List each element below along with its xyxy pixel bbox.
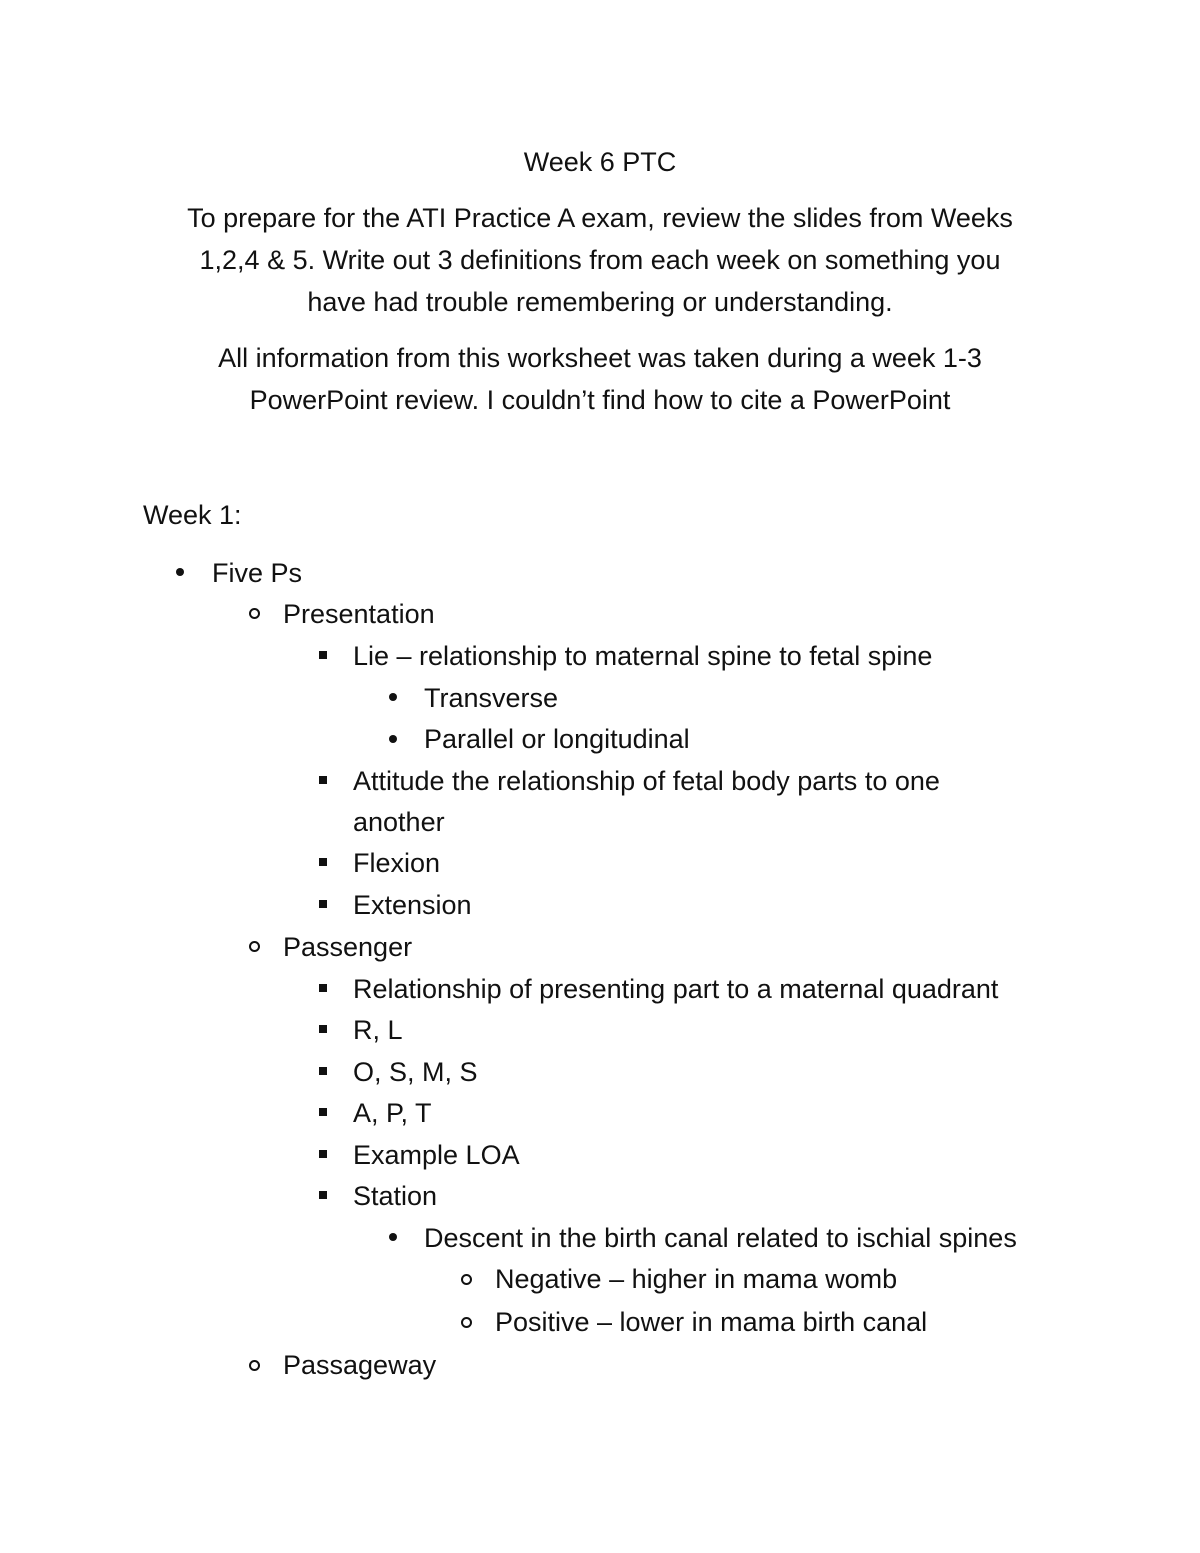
outline-attitude-line-2: another <box>353 807 445 837</box>
bullet-square-icon <box>319 858 327 866</box>
outline-lie: Lie – relationship to maternal spine to fetal spine <box>353 641 933 671</box>
bullet-square-icon <box>319 651 327 659</box>
week-heading: Week 1: <box>143 500 242 530</box>
bullet-dot-icon <box>389 735 397 743</box>
bullet-circle-icon <box>461 1317 472 1328</box>
outline-relationship: Relationship of presenting part to a maternal quadrant <box>353 974 999 1004</box>
instructions-line-1: To prepare for the ATI Practice A exam, review the slides from Weeks <box>187 203 1013 233</box>
bullet-square-icon <box>319 984 327 992</box>
bullet-square-icon <box>319 1108 327 1116</box>
instructions-line-2: 1,2,4 & 5. Write out 3 definitions from each week on something you <box>199 245 1001 275</box>
outline-passenger: Passenger <box>283 932 413 962</box>
note-line-1: All information from this worksheet was taken during a week 1-3 <box>218 343 982 373</box>
bullet-dot-icon <box>176 568 184 576</box>
bullet-square-icon <box>319 1067 327 1075</box>
outline-rl: R, L <box>353 1015 403 1045</box>
bullet-circle-icon <box>249 608 260 619</box>
outline-flexion: Flexion <box>353 848 441 878</box>
outline-station: Station <box>353 1181 438 1211</box>
outline-attitude-line-1: Attitude the relationship of fetal body parts to one <box>353 766 940 796</box>
instructions-line-3: have had trouble remembering or understanding. <box>307 287 893 317</box>
bullet-square-icon <box>319 900 327 908</box>
bullet-circle-icon <box>249 1360 260 1371</box>
bullet-square-icon <box>319 776 327 784</box>
outline-presentation: Presentation <box>283 599 435 629</box>
note-line-2: PowerPoint review. I couldn’t find how to cite a PowerPoint <box>249 385 951 415</box>
outline-descent: Descent in the birth canal related to ischial spines <box>424 1223 1017 1253</box>
outline-example: Example LOA <box>353 1140 520 1170</box>
outline-transverse: Transverse <box>424 683 559 713</box>
bullet-circle-icon <box>461 1274 472 1285</box>
bullet-dot-icon <box>389 1233 397 1241</box>
outline-parallel: Parallel or longitudinal <box>424 724 690 754</box>
document-title: Week 6 PTC <box>523 147 677 177</box>
outline-positive: Positive – lower in mama birth canal <box>495 1307 928 1337</box>
bullet-square-icon <box>319 1150 327 1158</box>
outline-five-ps: Five Ps <box>212 558 303 588</box>
outline-osms: O, S, M, S <box>353 1057 478 1087</box>
outline-apt: A, P, T <box>353 1098 432 1128</box>
bullet-square-icon <box>319 1025 327 1033</box>
bullet-circle-icon <box>249 941 260 952</box>
outline-negative: Negative – higher in mama womb <box>495 1264 898 1294</box>
outline-extension: Extension <box>353 890 472 920</box>
outline-passageway: Passageway <box>283 1350 437 1380</box>
bullet-square-icon <box>319 1191 327 1199</box>
bullet-dot-icon <box>389 693 397 701</box>
